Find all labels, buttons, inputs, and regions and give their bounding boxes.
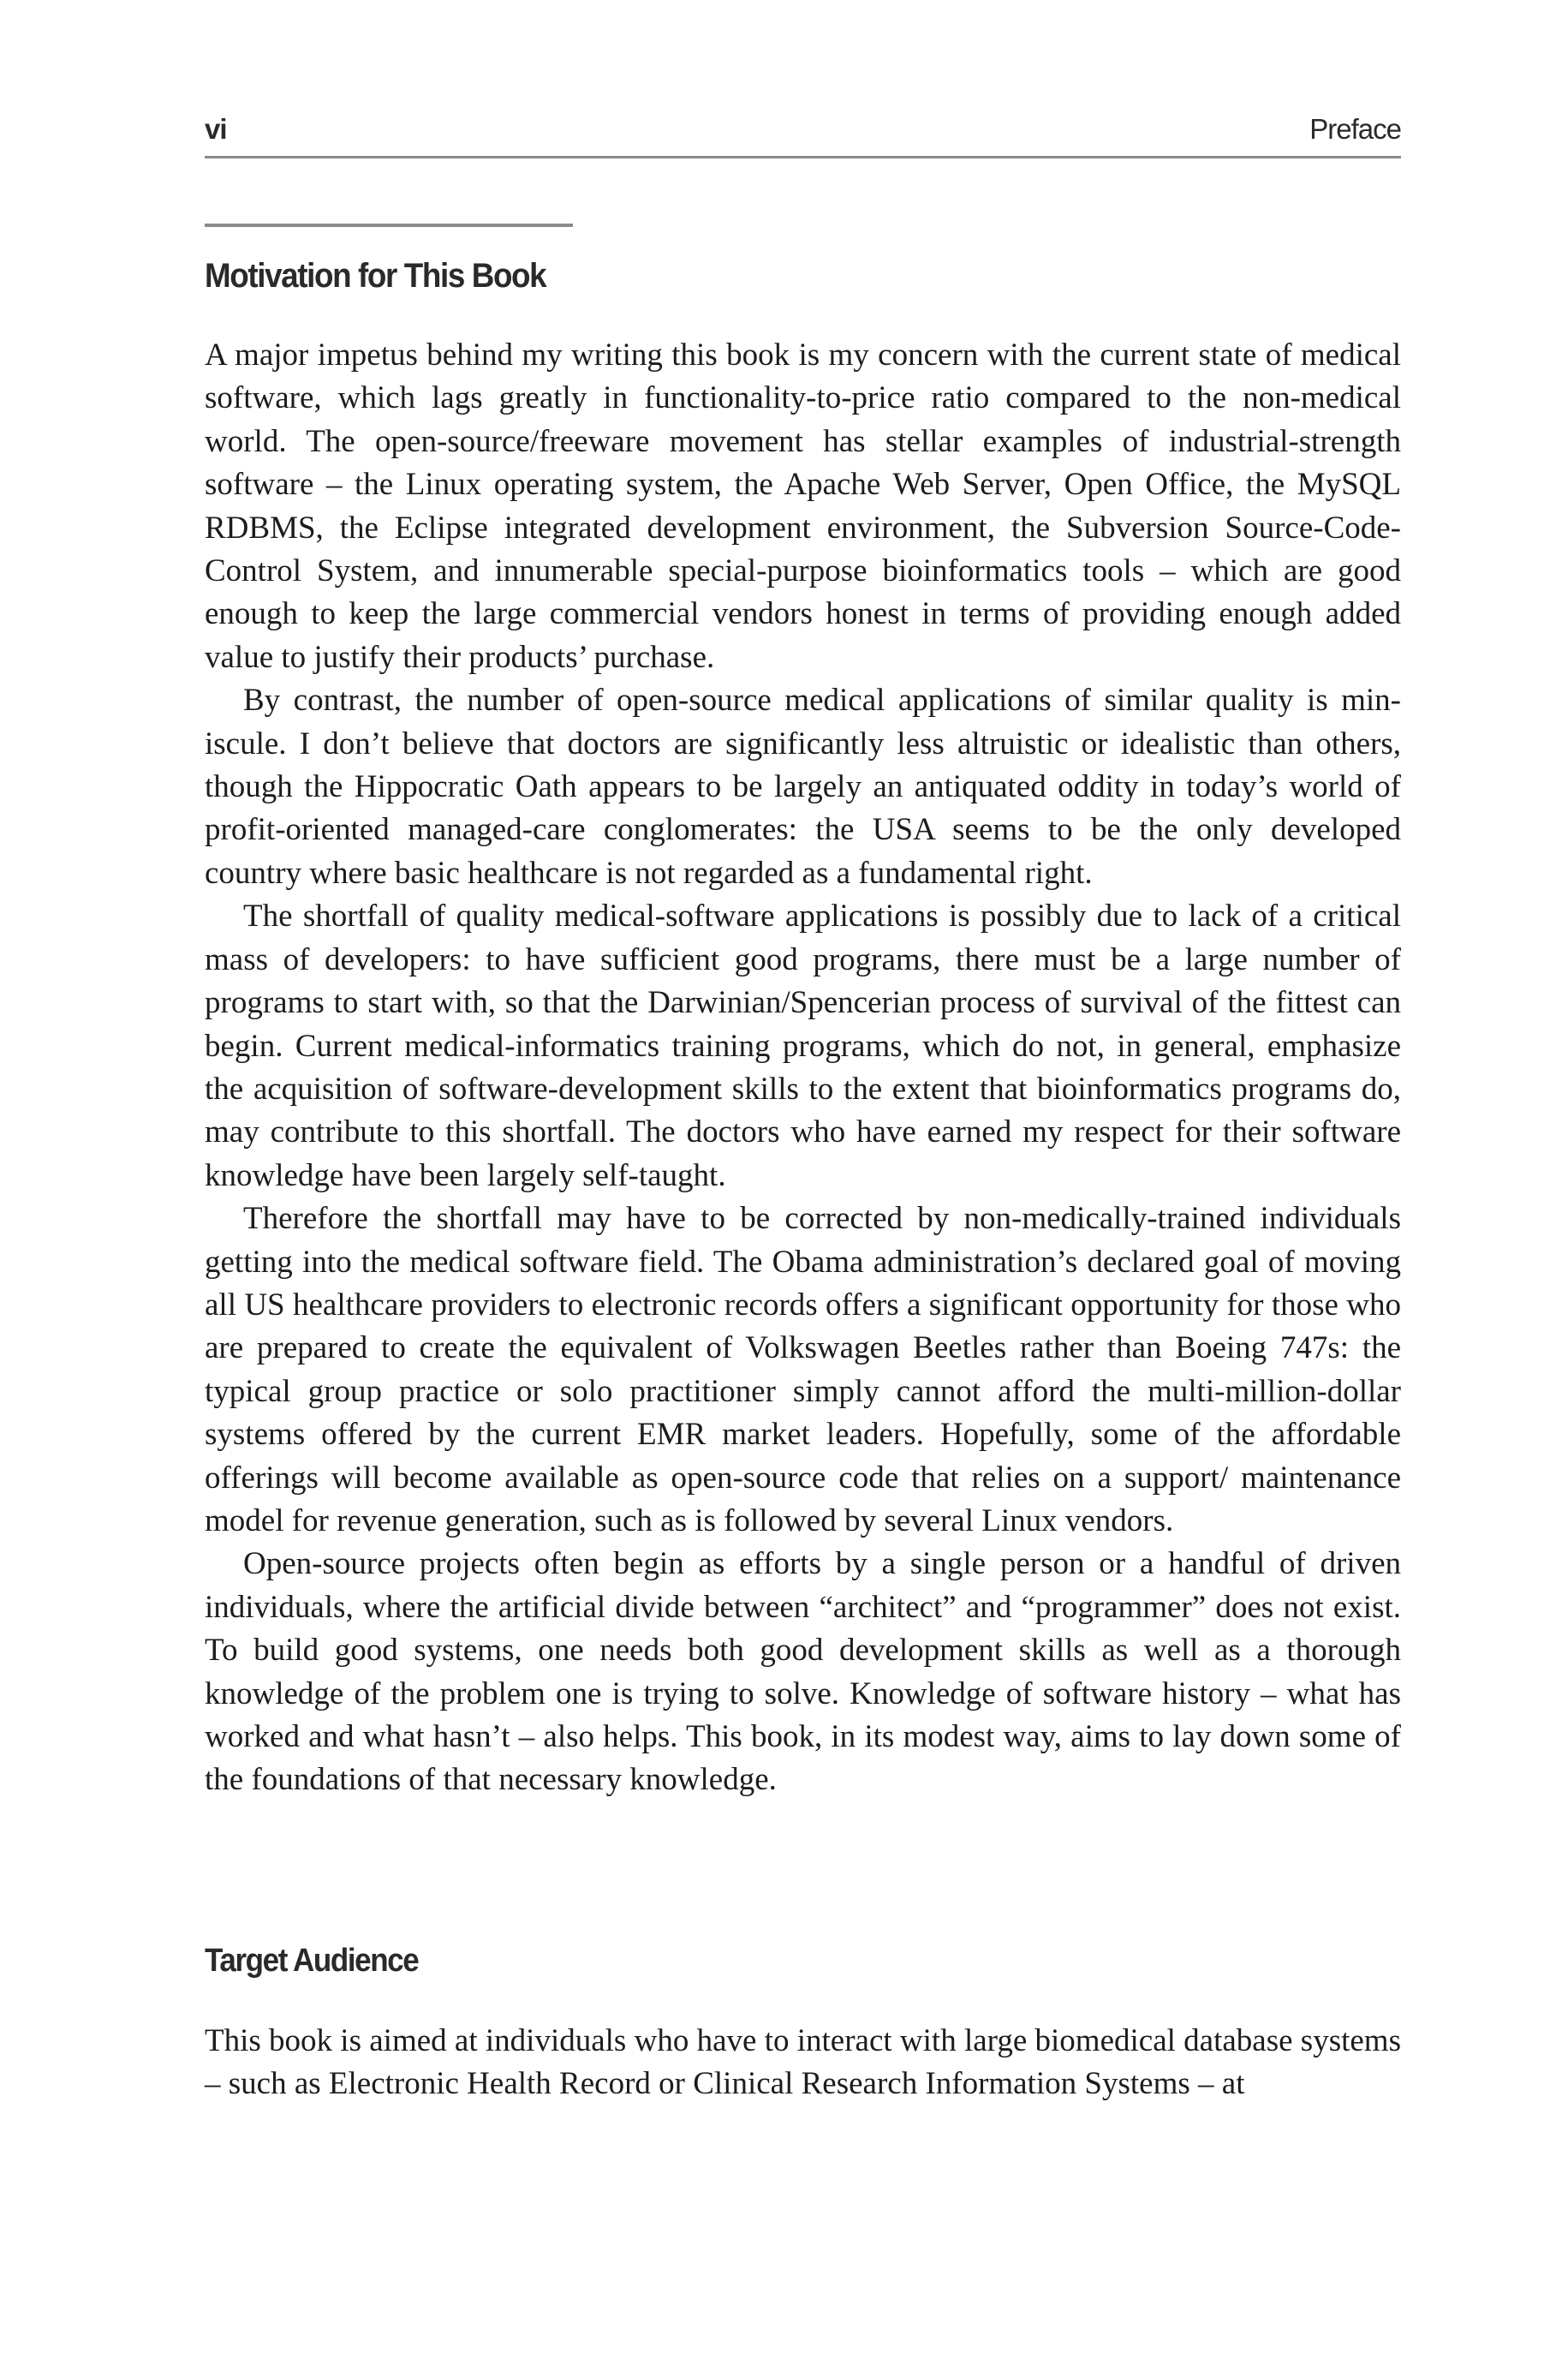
target-audience-body — [205, 2020, 1401, 2106]
paragraph: By contrast, the number of open-source medical applications of similar quality is miniscule. I don’t believe that doctors are significantly less altruistic or idealistic than others, though the Hippocratic Oath appears to be largely an antiquated oddity in today’s world of profit-oriented managed-care conglomerates: the USA seems to be the only developed country where basic healthcare is not regarded as a fundamental right. — [205, 683, 1401, 891]
section-heading-target-audience: Target Audience — [205, 1943, 419, 1979]
section-heading-motivation: Motivation for This Book — [205, 257, 546, 295]
motivation-body — [205, 334, 1401, 1802]
page-number: vi — [205, 113, 227, 145]
paragraph: A major impetus behind my writing this book is my concern with the current state of medical software, which lags greatly in functionality-to-price ratio compared to the non-medical world. The open-source/freeware movement has stellar examples of industrial-strength software – the Linux operating system, the Apache Web Server, Open Office, the MySQL RDBMS, the Eclipse integrated development environment, the Subversion Source-Code-Control System, and innumerable special-purpose bioinformatics tools – which are good enough to keep the large commercial vendors honest in terms of providing enough added value to justify their products’ purchase. — [205, 337, 1401, 675]
paragraph: Therefore the shortfall may have to be corrected by non-medically-trained individuals getting into the medical software field. The Obama administration’s declared goal of moving all US healthcare providers to electronic records offers a significant opportunity for those who are prepared to create the equivalent of Volkswagen Beetles rather than Boeing 747s: the typical group practice or solo practitioner simply cannot afford the multi-million-dollar systems offered by the current EMR market leaders. Hopefully, some of the affordable offerings will become available as open-source code that relies on a support/ maintenance model for revenue generation, such as is followed by several Linux vendors. — [205, 1201, 1401, 1538]
section-rule — [205, 224, 573, 227]
paragraph: The shortfall of quality medical-software applications is possibly due to lack of a critical mass of developers: to have sufficient good programs, there must be a large number of programs to start with, so that the Darwinian/Spencerian process of survival of the fittest can begin. Current medical-informatics training programs, which do not, in general, emphasize the acquisition of software-development skills to the extent that bioinformatics programs do, may contribute to this shortfall. The doctors who have earned my respect for their software knowledge have been largely self-taught. — [205, 899, 1401, 1193]
running-head — [205, 111, 1401, 158]
paragraph: This book is aimed at individuals who have to interact with large biomedical database systems – such as Electronic Health Record or Clinical Research Information Systems – at — [205, 2023, 1401, 2102]
running-head-section: Preface — [1309, 113, 1401, 145]
paragraph: Open-source projects often begin as efforts by a single person or a handful of driven individuals, where the artificial divide between “architect” and “programmer” does not exist. To build good systems, one needs both good development skills as well as a thorough knowledge of the problem one is trying to solve. Knowledge of software history – what has worked and what hasn’t – also helps. This book, in its modest way, aims to lay down some of the foundations of that necessary knowledge. — [205, 1546, 1401, 1798]
